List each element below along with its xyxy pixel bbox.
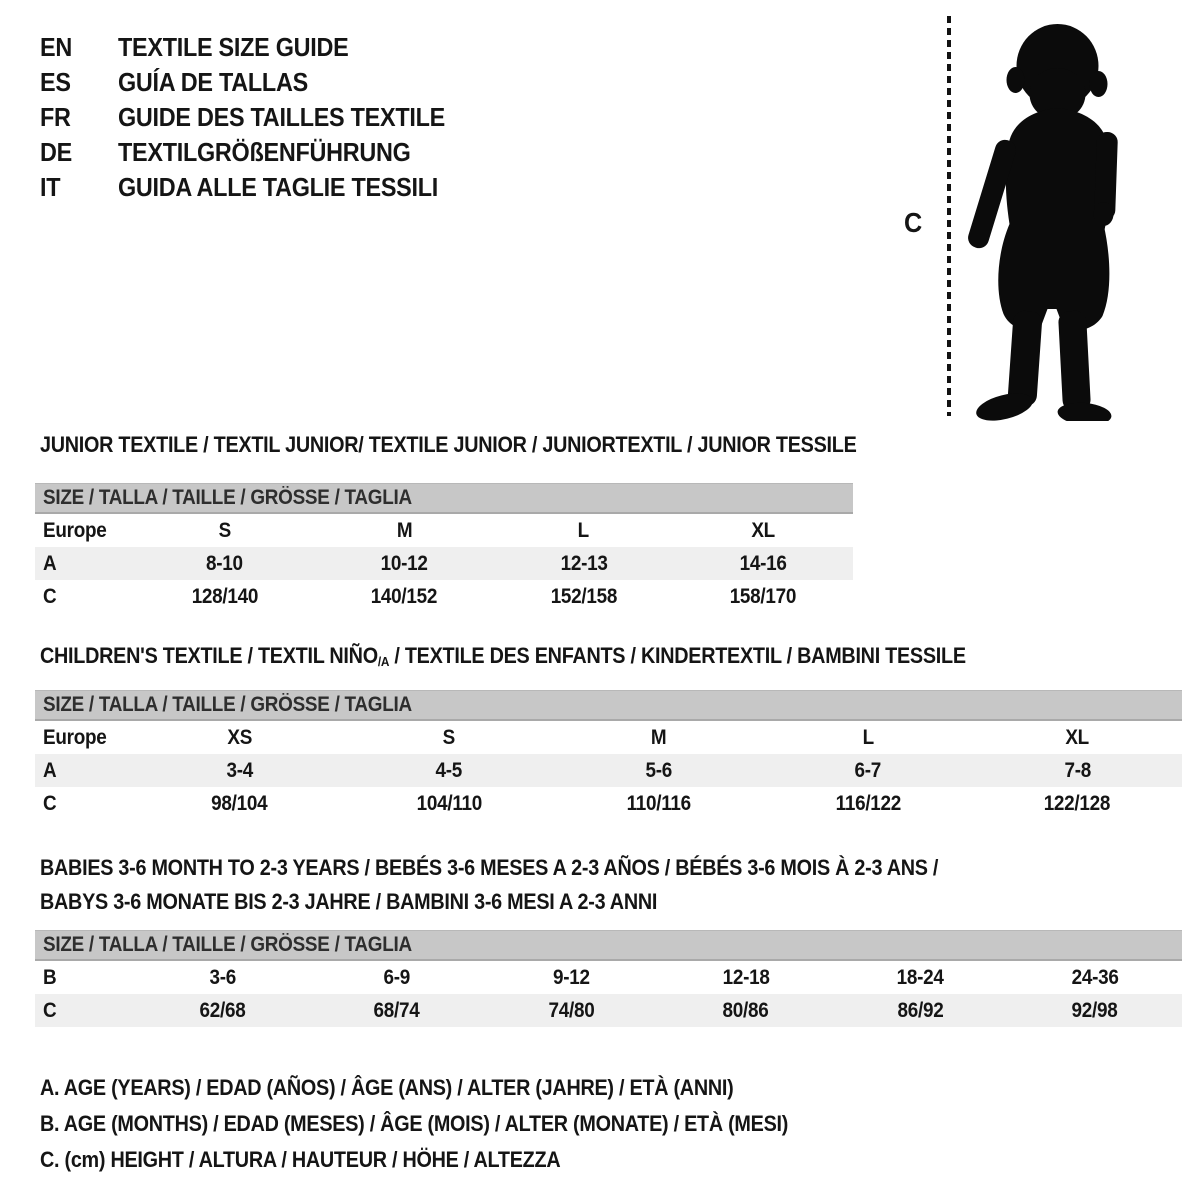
children-heading-post: / TEXTILE DES ENFANTS / KINDERTEXTIL / BAMBINI TESSILE <box>389 643 966 668</box>
language-code <box>40 65 118 100</box>
legend-line-a-text: A. AGE (YEARS) / EDAD (AÑOS) / ÂGE (ANS) / ALTER (JAHRE) / ETÀ (ANNI) <box>40 1075 734 1100</box>
babies-section-heading <box>40 851 1038 919</box>
table-row <box>35 580 853 613</box>
size-cell <box>135 792 344 816</box>
size-header-bar <box>35 690 1182 721</box>
size-cell <box>344 759 553 783</box>
size-cell <box>763 792 972 816</box>
size-cell <box>973 726 1182 750</box>
size-cell <box>310 966 485 990</box>
size-cell-text: XS <box>227 725 253 749</box>
row-label <box>35 792 135 816</box>
legend-line-c-text: C. (cm) HEIGHT / ALTURA / HAUTEUR / HÖHE / ALTEZZA <box>40 1147 561 1172</box>
size-cell-text: 92/98 <box>1071 998 1118 1022</box>
row-label-text: A <box>43 551 57 575</box>
language-title-text: TEXTILE SIZE GUIDE <box>118 32 349 62</box>
language-title <box>118 100 481 135</box>
language-title-text: GUÍA DE TALLAS <box>118 67 308 97</box>
size-cell-text: XL <box>1065 725 1090 749</box>
size-cell-text: 24-36 <box>1071 965 1119 989</box>
size-cell <box>659 966 834 990</box>
size-cell-text: 3-6 <box>208 965 236 989</box>
language-code <box>40 30 118 65</box>
language-row <box>40 170 481 205</box>
row-label <box>35 519 135 543</box>
size-cell-text: 6-9 <box>383 965 410 989</box>
size-cell <box>554 726 763 750</box>
table-row <box>35 754 1182 787</box>
legend-line-b <box>40 1106 871 1142</box>
size-header-label: SIZE / TALLA / TAILLE / GRÖSSE / TAGLIA <box>43 933 412 956</box>
size-cell <box>344 792 553 816</box>
language-code <box>40 170 118 205</box>
size-cell-text: 5-6 <box>645 758 672 782</box>
row-label-text: Europe <box>43 518 107 542</box>
size-cell <box>494 585 674 609</box>
babies-heading-line1 <box>40 851 1038 885</box>
children-section-heading-text <box>40 642 966 675</box>
size-cell-text: 128/140 <box>191 584 258 608</box>
row-label <box>35 966 135 990</box>
size-cell <box>135 999 310 1023</box>
size-cell-text: 18-24 <box>896 965 944 989</box>
measure-label-c-text: C <box>903 207 922 238</box>
size-header-bar <box>35 483 853 514</box>
size-cell <box>484 999 659 1023</box>
size-cell <box>315 519 495 543</box>
row-label <box>35 999 135 1023</box>
language-code-text: DE <box>40 137 72 167</box>
size-cell-text: 74/80 <box>548 998 595 1022</box>
size-cell-text: 80/86 <box>722 998 769 1022</box>
size-cell-text: 7-8 <box>1064 758 1091 782</box>
table-row <box>35 961 1182 994</box>
size-cell <box>135 585 315 609</box>
size-header-label: SIZE / TALLA / TAILLE / GRÖSSE / TAGLIA <box>43 693 412 716</box>
size-cell-text: 68/74 <box>373 998 420 1022</box>
size-cell-text: M <box>650 725 667 749</box>
language-code <box>40 100 118 135</box>
size-cell <box>135 759 344 783</box>
size-cell-text: 86/92 <box>897 998 944 1022</box>
legend-line-b-text: B. AGE (MONTHS) / EDAD (MESES) / ÂGE (MOIS) / ALTER (MONATE) / ETÀ (MESI) <box>40 1111 789 1136</box>
language-code-text: ES <box>40 67 71 97</box>
size-cell <box>315 552 495 576</box>
size-cell <box>973 792 1182 816</box>
size-cell-text: 3-4 <box>226 758 253 782</box>
babies-size-table <box>35 930 1182 1027</box>
table-row <box>35 514 853 547</box>
row-label-text: B <box>43 965 57 989</box>
row-label <box>35 552 135 576</box>
toddler-silhouette-icon <box>962 16 1140 421</box>
size-cell-text: 104/110 <box>416 791 482 815</box>
language-title <box>118 170 474 205</box>
language-code-text: FR <box>40 102 71 132</box>
children-size-table <box>35 690 1182 820</box>
children-heading-pre: CHILDREN'S TEXTILE / TEXTIL NIÑO <box>40 643 378 668</box>
size-cell-text: S <box>218 518 231 542</box>
table-row <box>35 994 1182 1027</box>
size-cell <box>135 966 310 990</box>
junior-section-heading <box>40 431 947 458</box>
size-cell-text: 10-12 <box>380 551 428 575</box>
row-label-text: C <box>43 998 57 1022</box>
junior-size-table <box>35 483 853 613</box>
language-title <box>118 135 443 170</box>
junior-section-heading-text: JUNIOR TEXTILE / TEXTIL JUNIOR/ TEXTILE JUNIOR / JUNIORTEXTIL / JUNIOR TESSILE <box>40 432 857 457</box>
language-title-text: TEXTILGRÖßENFÜHRUNG <box>118 137 411 167</box>
size-header-label: SIZE / TALLA / TAILLE / GRÖSSE / TAGLIA <box>43 486 412 509</box>
size-cell-text: S <box>442 725 456 749</box>
size-cell-text: 116/122 <box>835 791 901 815</box>
size-cell-text: M <box>396 518 412 542</box>
row-label <box>35 585 135 609</box>
size-cell-text: 6-7 <box>854 758 882 782</box>
language-row <box>40 135 481 170</box>
size-cell-text: L <box>862 725 874 749</box>
size-cell-text: 62/68 <box>199 998 246 1022</box>
size-cell <box>1008 966 1183 990</box>
size-cell-text: 110/116 <box>626 791 691 815</box>
row-label-text: C <box>43 584 57 608</box>
size-cell <box>659 999 834 1023</box>
language-code-text: EN <box>40 32 72 62</box>
legend-block <box>40 1070 871 1178</box>
size-cell-text: 12-18 <box>722 965 770 989</box>
size-cell-text: 12-13 <box>560 551 608 575</box>
size-cell <box>674 552 854 576</box>
size-cell <box>315 585 495 609</box>
size-cell-text: 9-12 <box>552 965 590 989</box>
language-code <box>40 135 118 170</box>
size-cell <box>833 999 1008 1023</box>
babies-heading-line2 <box>40 885 1038 919</box>
language-row <box>40 30 481 65</box>
size-cell <box>763 726 972 750</box>
size-cell <box>135 519 315 543</box>
size-cell <box>135 552 315 576</box>
measure-label-c <box>903 207 923 239</box>
size-cell <box>484 966 659 990</box>
table-row <box>35 721 1182 754</box>
size-cell-text: 158/170 <box>730 584 797 608</box>
size-cell <box>674 585 854 609</box>
language-title <box>118 30 374 65</box>
size-cell-text: 98/104 <box>211 791 268 815</box>
babies-heading-line1-text: BABIES 3-6 MONTH TO 2-3 YEARS / BEBÉS 3-6 MESES A 2-3 AÑOS / BÉBÉS 3-6 MOIS À 2-3 ANS / <box>40 855 939 880</box>
size-cell-text: 4-5 <box>435 758 463 782</box>
size-cell <box>1008 999 1183 1023</box>
size-cell-text: XL <box>751 518 776 542</box>
legend-line-c <box>40 1142 871 1178</box>
language-row <box>40 65 481 100</box>
size-cell <box>310 999 485 1023</box>
language-row <box>40 100 481 135</box>
size-cell-text: 14-16 <box>739 551 787 575</box>
height-dashed-line <box>947 16 951 416</box>
row-label-text: C <box>43 791 57 815</box>
row-label-text: A <box>43 758 57 782</box>
size-cell-text: L <box>578 518 590 542</box>
size-cell <box>135 726 344 750</box>
size-cell <box>554 759 763 783</box>
size-cell-text: 140/152 <box>371 584 438 608</box>
size-cell-text: 122/128 <box>1044 791 1111 815</box>
size-cell <box>494 552 674 576</box>
size-cell <box>763 759 972 783</box>
size-cell <box>833 966 1008 990</box>
row-label <box>35 726 135 750</box>
language-title-text: GUIDE DES TAILLES TEXTILE <box>118 102 445 132</box>
children-section-heading <box>40 642 1069 675</box>
language-code-text: IT <box>40 172 61 202</box>
table-row <box>35 547 853 580</box>
language-title-block <box>40 30 481 205</box>
size-cell <box>973 759 1182 783</box>
size-cell <box>674 519 854 543</box>
size-cell-text: 8-10 <box>206 551 244 575</box>
size-cell-text: 152/158 <box>550 584 617 608</box>
legend-line-a <box>40 1070 871 1106</box>
language-title-text: GUIDA ALLE TAGLIE TESSILI <box>118 172 438 202</box>
language-title <box>118 65 329 100</box>
size-cell <box>344 726 553 750</box>
size-cell <box>494 519 674 543</box>
babies-heading-line2-text: BABYS 3-6 MONATE BIS 2-3 JAHRE / BAMBINI 3-6 MESI A 2-3 ANNI <box>40 889 658 914</box>
size-header-bar <box>35 930 1182 961</box>
row-label <box>35 759 135 783</box>
size-cell <box>554 792 763 816</box>
table-row <box>35 787 1182 820</box>
children-heading-subscript: /A <box>377 653 390 669</box>
row-label-text: Europe <box>43 725 107 749</box>
